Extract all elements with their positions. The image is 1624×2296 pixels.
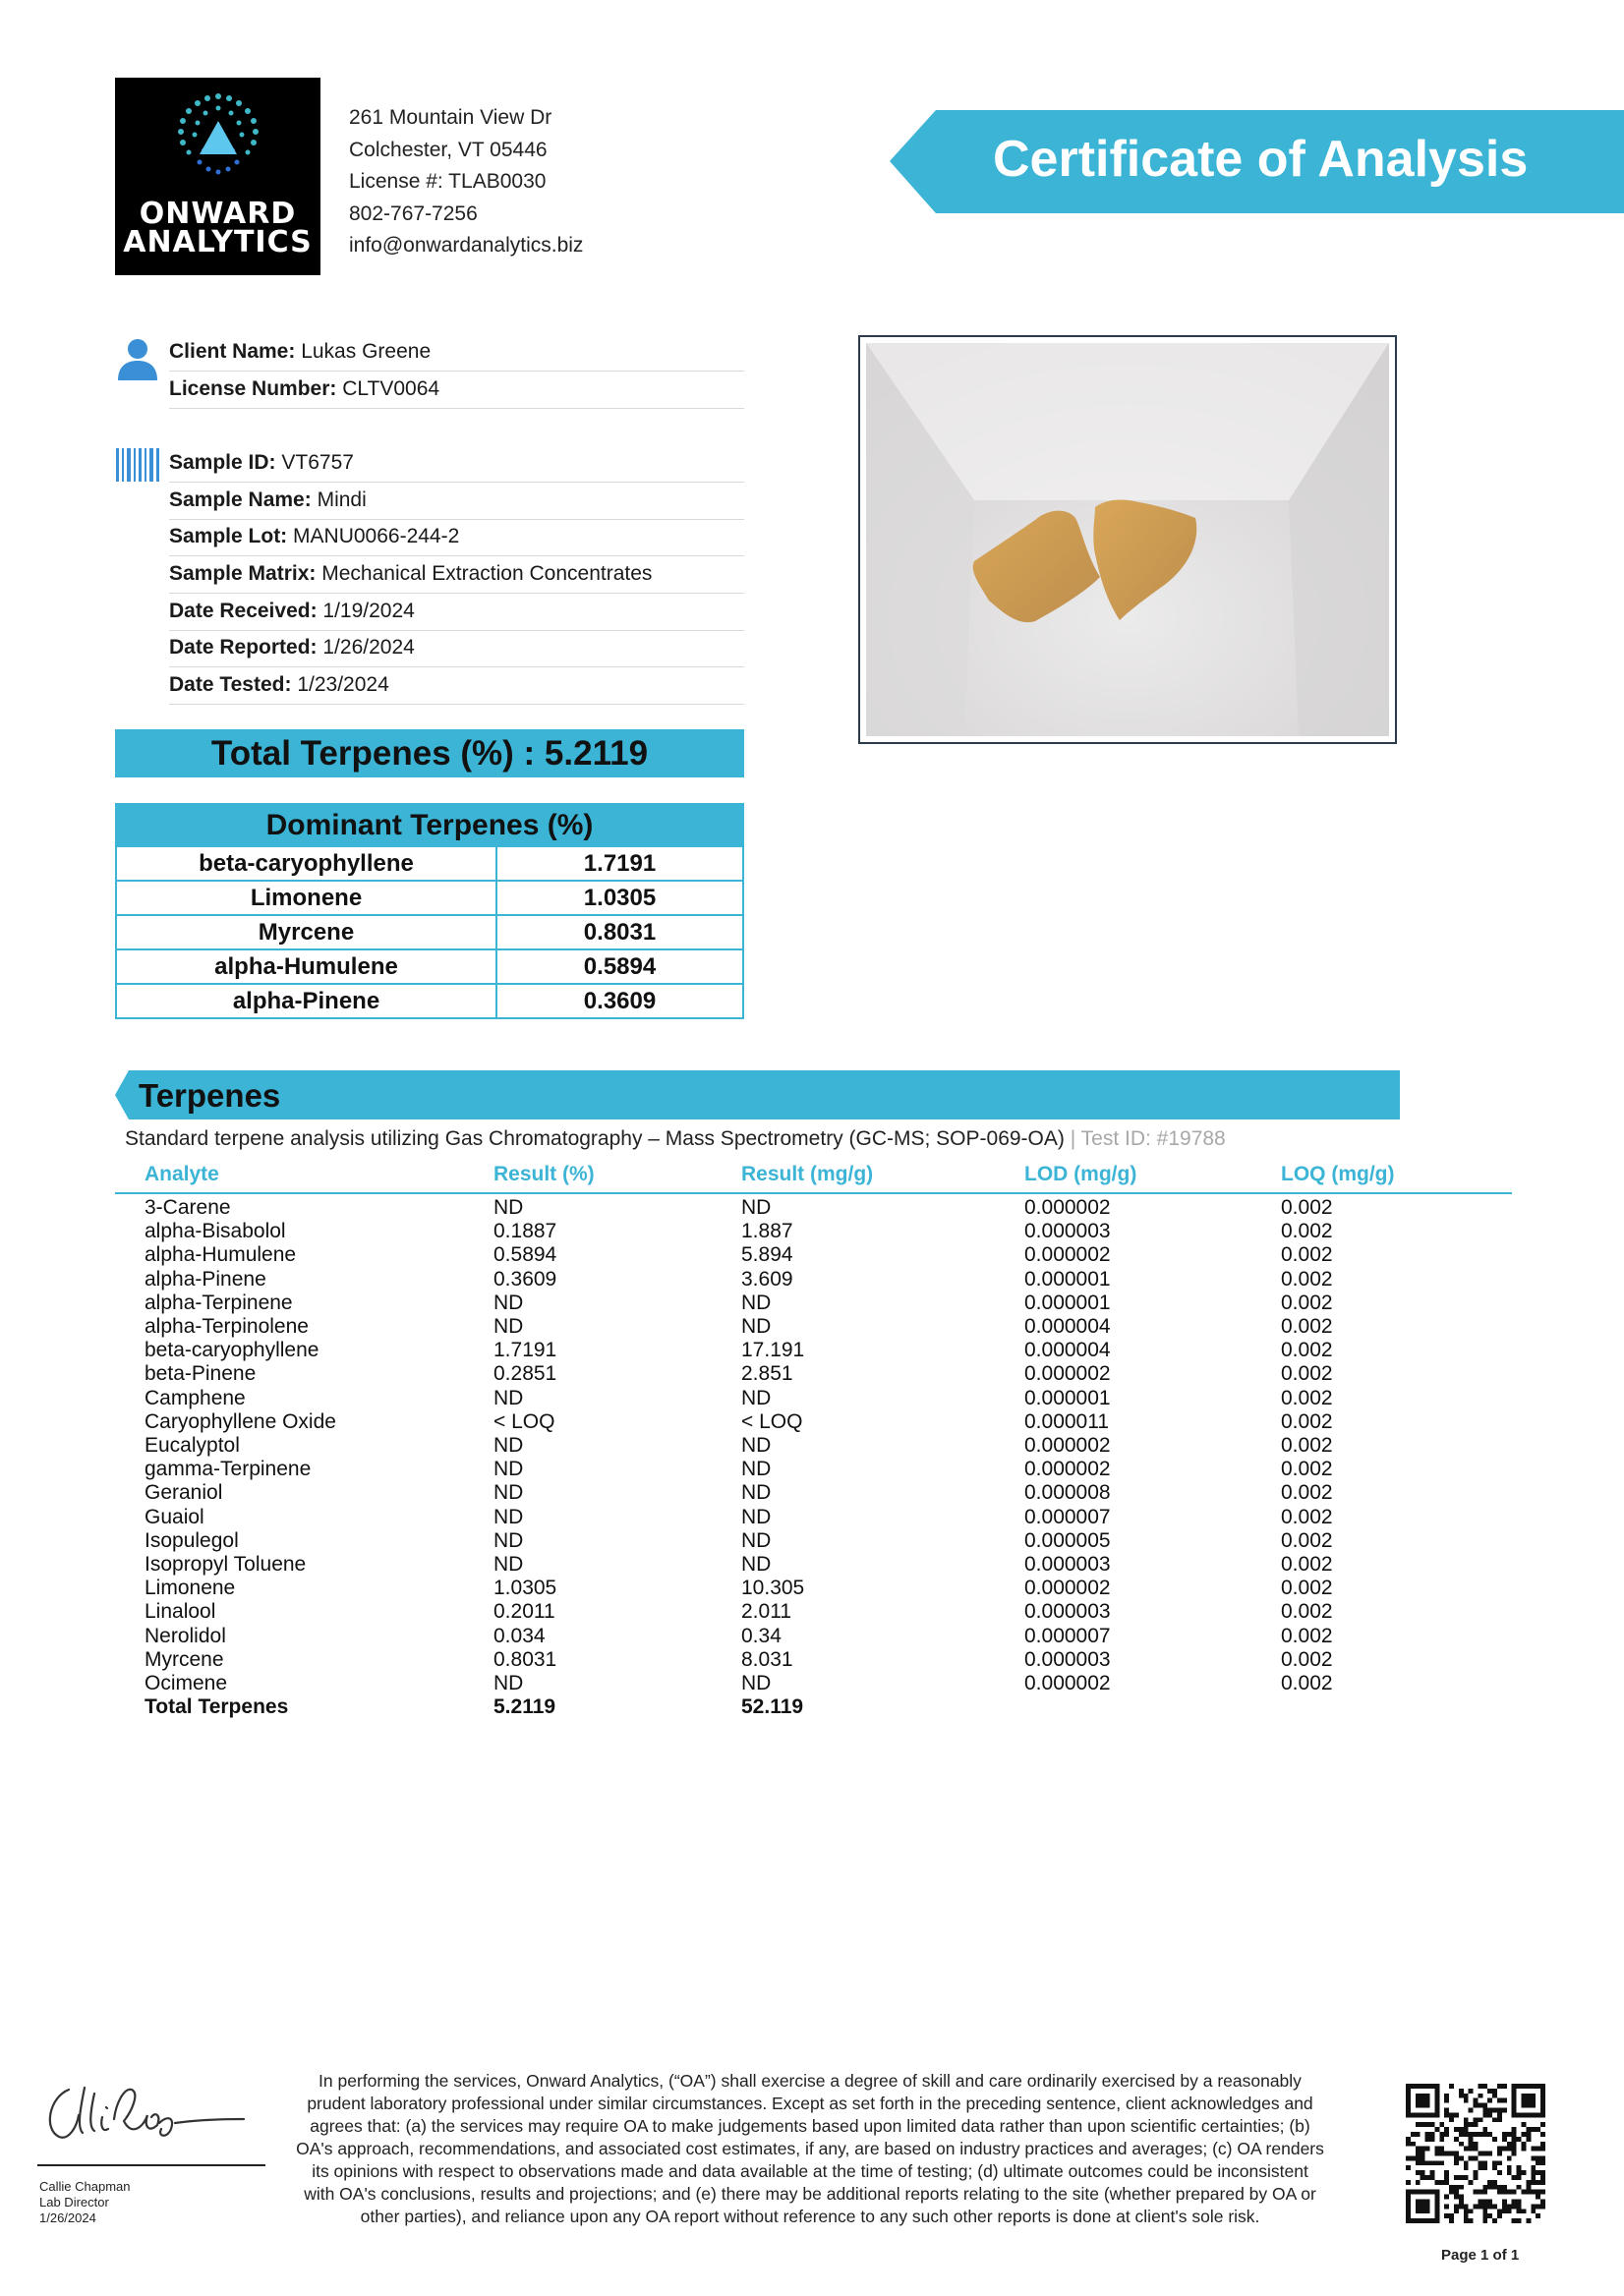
cell-analyte: Isopulegol: [145, 1528, 239, 1552]
dominant-name: Limonene: [116, 881, 496, 915]
table-row: [115, 1458, 1512, 1481]
header-result-percent: Result (%): [493, 1157, 741, 1193]
cell-analyte: Myrcene: [145, 1647, 224, 1671]
cell-analyte: alpha-Terpinene: [145, 1291, 293, 1314]
logo-mark-icon: [156, 91, 280, 196]
cell-result-mgg: 2.011: [741, 1600, 791, 1624]
license-number-label: License Number:: [169, 377, 337, 400]
header-lod: LOD (mg/g): [1024, 1157, 1281, 1193]
header-analyte: Analyte: [145, 1157, 493, 1193]
row-spacer: [115, 1600, 145, 1624]
cell-result-percent: 0.8031: [493, 1647, 557, 1671]
row-spacer: [115, 1481, 145, 1505]
table-row: [115, 1529, 1512, 1553]
table-row: [115, 1220, 1512, 1243]
header-result-mgg: Result (mg/g): [741, 1157, 1024, 1193]
address-email: info@onwardanalytics.biz: [349, 234, 584, 257]
cell-lod: 0.000008: [1024, 1481, 1111, 1505]
cell-analyte: Linalool: [145, 1600, 216, 1624]
header-spacer: [115, 1157, 145, 1193]
date-reported-row: [169, 630, 744, 667]
cell-analyte: Isopropyl Toluene: [145, 1553, 307, 1577]
header-loq: LOQ (mg/g): [1281, 1157, 1512, 1193]
table-row: [115, 1434, 1512, 1458]
cell-result-mgg: 8.031: [741, 1647, 793, 1671]
cell-lod: 0.000001: [1024, 1386, 1111, 1409]
logo-line-2: ANALYTICS: [123, 225, 313, 259]
client-name-label: Client Name:: [169, 340, 296, 363]
page-number: Page 1 of 1: [1441, 2247, 1520, 2264]
date-received-label: Date Received:: [169, 600, 318, 622]
cell-analyte: Guaiol: [145, 1505, 204, 1528]
test-id: | Test ID: #19788: [1064, 1127, 1226, 1150]
date-reported-label: Date Reported:: [169, 636, 318, 659]
row-spacer: [115, 1243, 145, 1267]
cell-result-mgg: 10.305: [741, 1577, 805, 1600]
cell-lod: 0.000002: [1024, 1458, 1111, 1481]
cell-loq: 0.002: [1281, 1362, 1333, 1386]
table-row: [115, 1387, 1512, 1410]
cell-analyte: alpha-Pinene: [145, 1267, 266, 1291]
date-tested-label: Date Tested:: [169, 673, 292, 696]
sample-photo-frame: [858, 335, 1397, 744]
terpenes-section-title: Terpenes: [139, 1077, 281, 1114]
sample-id-label: Sample ID:: [169, 451, 276, 474]
date-reported-value: 1/26/2024: [322, 636, 415, 659]
sample-id-row: [169, 445, 744, 483]
signature-image: [37, 2068, 254, 2156]
cell-result-mgg: ND: [741, 1481, 772, 1505]
dominant-row: [116, 949, 743, 984]
results-header-row: [115, 1157, 1512, 1193]
cell-analyte: alpha-Humulene: [145, 1243, 297, 1267]
dominant-name: alpha-Pinene: [116, 984, 496, 1018]
cell-lod: 0.000002: [1024, 1196, 1111, 1219]
dominant-terpenes-title: Dominant Terpenes (%): [116, 804, 743, 846]
cell-result-percent: ND: [493, 1434, 524, 1458]
certificate-title: Certificate of Analysis: [993, 131, 1529, 188]
sample-lot-label: Sample Lot:: [169, 525, 288, 547]
row-spacer: [115, 1506, 145, 1529]
terpenes-banner: [115, 1070, 1400, 1119]
cell-loq: 0.002: [1281, 1315, 1333, 1339]
cell-lod: 0.000002: [1024, 1362, 1111, 1386]
logo-wordmark: [115, 197, 320, 259]
cell-lod: 0.000002: [1024, 1577, 1111, 1600]
sample-matrix-row: [169, 556, 744, 594]
terpenes-method-description: [125, 1125, 1226, 1153]
cell-lod: 0.000003: [1024, 1220, 1111, 1243]
person-icon: [116, 337, 159, 382]
license-number-value: CLTV0064: [342, 377, 440, 400]
cell-analyte: Total Terpenes: [145, 1695, 289, 1719]
cell-loq: 0.002: [1281, 1481, 1333, 1505]
cell-result-mgg: 0.34: [741, 1624, 782, 1647]
cell-result-mgg: 17.191: [741, 1339, 805, 1362]
cell-loq: 0.002: [1281, 1647, 1333, 1671]
cell-analyte: Geraniol: [145, 1481, 223, 1505]
table-row: [115, 1292, 1512, 1315]
address-license: License #: TLAB0030: [349, 170, 547, 193]
sample-name-row: [169, 483, 744, 520]
cell-lod: 0.000007: [1024, 1505, 1111, 1528]
cell-loq: 0.002: [1281, 1458, 1333, 1481]
cell-analyte: alpha-Terpinolene: [145, 1315, 309, 1339]
total-terpenes-banner: Total Terpenes (%) : 5.2119: [115, 729, 744, 777]
terpene-results-table: [115, 1157, 1512, 1719]
table-row: [115, 1193, 1512, 1220]
cell-result-percent: 0.2851: [493, 1362, 557, 1386]
cell-loq: 0.002: [1281, 1624, 1333, 1647]
cell-loq: 0.002: [1281, 1553, 1333, 1577]
cell-lod: 0.000001: [1024, 1291, 1111, 1314]
cell-analyte: beta-caryophyllene: [145, 1339, 319, 1362]
signer-date: 1/26/2024: [39, 2210, 96, 2225]
cell-loq: 0.002: [1281, 1505, 1333, 1528]
table-row: [115, 1339, 1512, 1362]
cell-loq: 0.002: [1281, 1243, 1333, 1267]
row-spacer: [115, 1553, 145, 1577]
dominant-terpenes-table: [115, 803, 744, 1019]
dominant-name: alpha-Humulene: [116, 949, 496, 984]
row-spacer: [115, 1193, 145, 1220]
cell-result-percent: 0.034: [493, 1624, 546, 1647]
cell-result-mgg: ND: [741, 1386, 772, 1409]
date-tested-value: 1/23/2024: [297, 673, 389, 696]
cell-result-mgg: < LOQ: [741, 1409, 803, 1433]
cell-analyte: gamma-Terpinene: [145, 1458, 312, 1481]
cell-result-mgg: 2.851: [741, 1362, 793, 1386]
cell-result-mgg: 1.887: [741, 1220, 793, 1243]
cell-lod: 0.000002: [1024, 1434, 1111, 1458]
cell-result-mgg: ND: [741, 1672, 772, 1695]
dominant-row: [116, 984, 743, 1018]
cell-result-percent: 0.2011: [493, 1600, 555, 1624]
cell-analyte: Ocimene: [145, 1672, 228, 1695]
cell-loq: 0.002: [1281, 1339, 1333, 1362]
signer-block: [39, 2179, 131, 2226]
table-row: [115, 1600, 1512, 1624]
dominant-value: 1.7191: [496, 846, 743, 881]
date-received-row: [169, 594, 744, 631]
cell-result-mgg: 5.894: [741, 1243, 793, 1267]
client-name-row: [169, 334, 744, 372]
row-spacer: [115, 1434, 145, 1458]
cell-analyte: Nerolidol: [145, 1624, 226, 1647]
table-row: [115, 1362, 1512, 1386]
cell-loq: 0.002: [1281, 1600, 1333, 1624]
legal-disclaimer: In performing the services, Onward Analytics, (“OA”) shall exercise a degree of skill and care ordinarily exercised by a reasonably prudent laboratory professional under similar circumstances. Except as set forth in the preceding sentence, client acknowledges and agrees that: (a) the services may require OA to make judgements based upon limited data rather than upon scientific certainties; (b) OA's approach, recommendations, and associated cost estimates, if any, are based on industry practices and averages; (c) OA renders its opinions with respect to observations made and data available at the time of testing; (d) ultimate outcomes could be inconsistent with OA's conclusions, results and projections; and (e) there may be additional reports relating to the site (whether prepared by OA or other parties), and reliance upon any OA report without reference to any such other reports is done at client's sole risk.: [296, 2071, 1324, 2226]
results-body: [115, 1193, 1512, 1719]
cell-result-percent: ND: [493, 1505, 524, 1528]
cell-lod: 0.000005: [1024, 1528, 1111, 1552]
cell-result-percent: ND: [493, 1386, 524, 1409]
cell-analyte: Limonene: [145, 1577, 236, 1600]
cell-result-percent: 5.2119: [493, 1695, 556, 1719]
cell-result-percent: < LOQ: [493, 1409, 555, 1433]
license-number-row: [169, 372, 744, 409]
cell-lod: 0.000002: [1024, 1672, 1111, 1695]
row-spacer: [115, 1648, 145, 1672]
table-row: [115, 1268, 1512, 1292]
row-spacer: [115, 1458, 145, 1481]
cell-result-percent: ND: [493, 1291, 524, 1314]
dominant-row: [116, 846, 743, 881]
dominant-value: 1.0305: [496, 881, 743, 915]
row-spacer: [115, 1362, 145, 1386]
qr-code-icon[interactable]: [1406, 2084, 1545, 2223]
sample-name-label: Sample Name:: [169, 488, 312, 511]
table-row: [115, 1648, 1512, 1672]
cell-analyte: Eucalyptol: [145, 1434, 240, 1458]
dominant-value: 0.8031: [496, 915, 743, 949]
table-row: [115, 1410, 1512, 1434]
row-spacer: [115, 1695, 145, 1719]
address-street: 261 Mountain View Dr: [349, 106, 552, 129]
cell-loq: 0.002: [1281, 1528, 1333, 1552]
cell-loq: 0.002: [1281, 1267, 1333, 1291]
sample-photo: [866, 343, 1389, 736]
cell-result-percent: 1.7191: [493, 1339, 557, 1362]
cell-result-mgg: ND: [741, 1196, 772, 1219]
sample-name-value: Mindi: [317, 488, 367, 511]
table-row: [115, 1577, 1512, 1600]
cell-result-percent: ND: [493, 1553, 524, 1577]
cell-result-mgg: ND: [741, 1528, 772, 1552]
cell-result-percent: 0.5894: [493, 1243, 557, 1267]
dominant-value: 0.5894: [496, 949, 743, 984]
row-spacer: [115, 1292, 145, 1315]
cell-analyte: 3-Carene: [145, 1196, 231, 1219]
sample-id-value: VT6757: [281, 451, 354, 474]
row-spacer: [115, 1410, 145, 1434]
cell-result-percent: 1.0305: [493, 1577, 557, 1600]
cell-result-percent: ND: [493, 1528, 524, 1552]
row-spacer: [115, 1577, 145, 1600]
cell-loq: 0.002: [1281, 1409, 1333, 1433]
dominant-name: Myrcene: [116, 915, 496, 949]
cell-lod: 0.000003: [1024, 1553, 1111, 1577]
cell-loq: 0.002: [1281, 1672, 1333, 1695]
row-spacer: [115, 1672, 145, 1695]
cell-loq: 0.002: [1281, 1577, 1333, 1600]
cell-result-mgg: ND: [741, 1434, 772, 1458]
dominant-row: [116, 881, 743, 915]
table-row: [115, 1625, 1512, 1648]
dominant-value: 0.3609: [496, 984, 743, 1018]
cell-loq: [1281, 1695, 1512, 1719]
row-spacer: [115, 1220, 145, 1243]
table-row: [115, 1315, 1512, 1339]
table-row: [115, 1243, 1512, 1267]
cell-result-percent: ND: [493, 1458, 524, 1481]
sample-lot-value: MANU0066-244-2: [293, 525, 460, 547]
table-row: [115, 1553, 1512, 1577]
total-row: [115, 1695, 1512, 1719]
cell-result-percent: ND: [493, 1672, 524, 1695]
cell-result-percent: ND: [493, 1196, 524, 1219]
cell-lod: 0.000001: [1024, 1267, 1111, 1291]
cell-loq: 0.002: [1281, 1220, 1333, 1243]
cell-result-mgg: ND: [741, 1291, 772, 1314]
cell-loq: 0.002: [1281, 1434, 1333, 1458]
cell-loq: 0.002: [1281, 1291, 1333, 1314]
address-city: Colchester, VT 05446: [349, 138, 548, 161]
lab-address: [349, 102, 583, 262]
method-text: Standard terpene analysis utilizing Gas Chromatography – Mass Spectrometry (GC-MS; SOP-069-OA): [125, 1127, 1065, 1150]
cell-result-percent: ND: [493, 1481, 524, 1505]
sample-lot-row: [169, 519, 744, 556]
row-spacer: [115, 1268, 145, 1292]
cell-result-mgg: 52.119: [741, 1695, 804, 1719]
cell-result-mgg: 3.609: [741, 1267, 793, 1291]
row-spacer: [115, 1315, 145, 1339]
address-phone: 802-767-7256: [349, 201, 478, 225]
cell-result-percent: ND: [493, 1315, 524, 1339]
cell-lod: 0.000002: [1024, 1243, 1111, 1267]
sample-matrix-label: Sample Matrix:: [169, 562, 317, 585]
cell-lod: 0.000007: [1024, 1624, 1111, 1647]
row-spacer: [115, 1339, 145, 1362]
date-received-value: 1/19/2024: [322, 600, 415, 622]
sample-matrix-value: Mechanical Extraction Concentrates: [321, 562, 653, 585]
row-spacer: [115, 1625, 145, 1648]
cell-analyte: alpha-Bisabolol: [145, 1220, 286, 1243]
table-row: [115, 1481, 1512, 1505]
barcode-icon: [116, 448, 159, 482]
cell-result-mgg: ND: [741, 1553, 772, 1577]
cell-lod: 0.000004: [1024, 1339, 1111, 1362]
signature-line: [37, 2164, 265, 2166]
dominant-name: beta-caryophyllene: [116, 846, 496, 881]
cell-result-mgg: ND: [741, 1315, 772, 1339]
dominant-row: [116, 915, 743, 949]
cell-analyte: Caryophyllene Oxide: [145, 1409, 336, 1433]
row-spacer: [115, 1529, 145, 1553]
cell-lod: 0.000004: [1024, 1315, 1111, 1339]
table-row: [115, 1506, 1512, 1529]
cell-result-mgg: ND: [741, 1458, 772, 1481]
cell-result-mgg: ND: [741, 1505, 772, 1528]
client-name-value: Lukas Greene: [301, 340, 432, 363]
signer-title: Lab Director: [39, 2195, 109, 2210]
row-spacer: [115, 1387, 145, 1410]
logo-line-1: ONWARD: [139, 197, 297, 231]
date-tested-row: [169, 667, 744, 705]
cell-loq: 0.002: [1281, 1386, 1333, 1409]
cell-loq: 0.002: [1281, 1196, 1333, 1219]
cell-lod: 0.000003: [1024, 1600, 1111, 1624]
signer-name: Callie Chapman: [39, 2179, 131, 2194]
cell-result-percent: 0.1887: [493, 1220, 557, 1243]
cell-analyte: Camphene: [145, 1386, 246, 1409]
cell-lod: 0.000011: [1024, 1409, 1110, 1433]
table-row: [115, 1672, 1512, 1695]
cell-analyte: beta-Pinene: [145, 1362, 257, 1386]
cell-result-percent: 0.3609: [493, 1267, 557, 1291]
cell-lod: [1024, 1695, 1281, 1719]
onward-analytics-logo: [115, 78, 320, 275]
cell-lod: 0.000003: [1024, 1647, 1111, 1671]
